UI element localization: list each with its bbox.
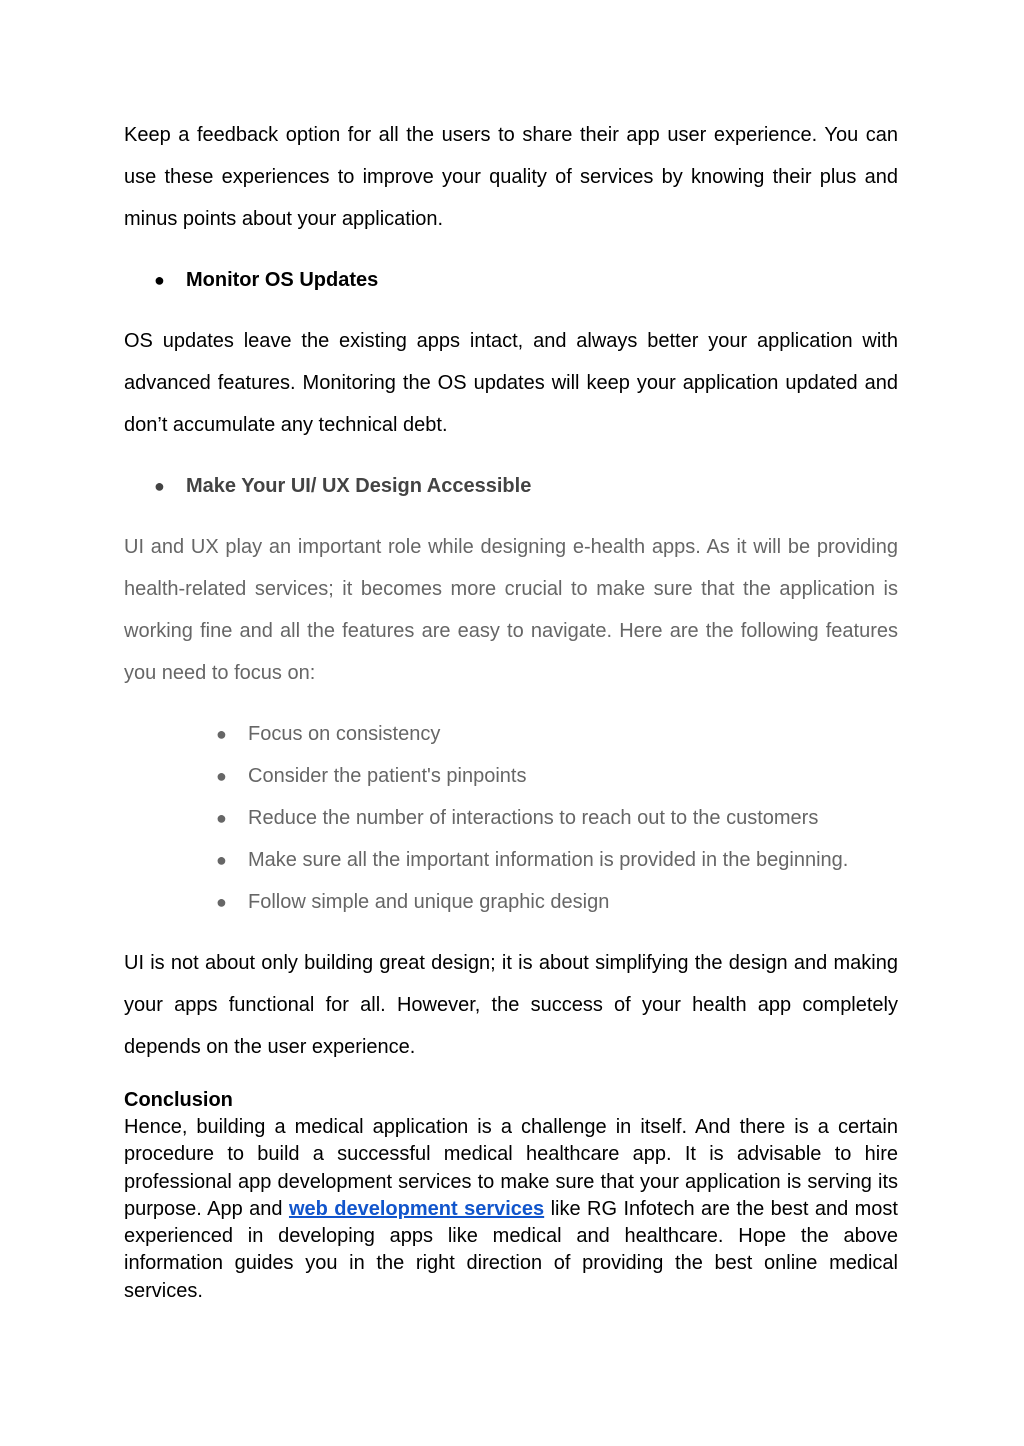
heading-text: Monitor OS Updates xyxy=(186,269,379,291)
intro-paragraph: Keep a feedback option for all the users to share their app user experience. You can use these experiences to improve your quality of services by knowing their plus and minus points about your application. xyxy=(124,124,898,230)
conclusion-text-start: Hence, building a medical application is a challenge in itself. And there is a certain procedure to build a successful medical healthcare app. It is advisable to hire professional app development services to make sure that your application is serving its purpose. App and xyxy=(124,1116,898,1220)
bullet-icon: ● xyxy=(154,476,165,496)
list-item: ● Reduce the number of interactions to reach out to the customers xyxy=(124,797,898,839)
document-page xyxy=(124,114,898,1305)
ux-feature-list xyxy=(124,713,898,923)
ui-paragraph: UI is not about only building great design; it is about simplifying the design and making your apps functional for all. However, the success of your health app completely depends on the user experience. xyxy=(124,952,898,1058)
bullet-icon: ● xyxy=(154,270,165,290)
bullet-icon: ● xyxy=(216,724,227,744)
list-item: ● Follow simple and unique graphic design xyxy=(124,881,898,923)
web-development-services-link[interactable]: web development services xyxy=(288,1197,545,1220)
bullet-icon: ● xyxy=(216,808,227,828)
bullet-icon: ● xyxy=(216,892,227,912)
heading-ux-design xyxy=(124,465,898,507)
bullet-icon: ● xyxy=(216,850,227,870)
bullet-icon: ● xyxy=(216,766,227,786)
list-item: ● Consider the patient's pinpoints xyxy=(124,755,898,797)
conclusion-text-end: like RG Infotech are the best and most experienced in developing apps like medical and healthcare. Hope the above information guides you in the right direction of providing the best online medical services. xyxy=(124,1197,898,1302)
list-item: ● Focus on consistency xyxy=(124,713,898,755)
conclusion-title: Conclusion xyxy=(124,1089,233,1111)
heading-monitor-os-updates xyxy=(124,259,898,301)
conclusion-paragraph xyxy=(124,1114,898,1305)
heading-text: Make Your UI/ UX Design Accessible xyxy=(186,475,532,497)
list-item: ● Make sure all the important information is provided in the beginning. xyxy=(124,839,898,881)
ux-paragraph: UI and UX play an important role while designing e-health apps. As it will be providing health-related services; it becomes more crucial to make sure that the application is working fine and all the features are easy to navigate. Here are the following features you need to focus on: xyxy=(124,536,898,684)
os-updates-paragraph: OS updates leave the existing apps intact, and always better your application with advanced features. Monitoring the OS updates will keep your application updated and don’t accumulate any technical debt. xyxy=(124,330,898,436)
